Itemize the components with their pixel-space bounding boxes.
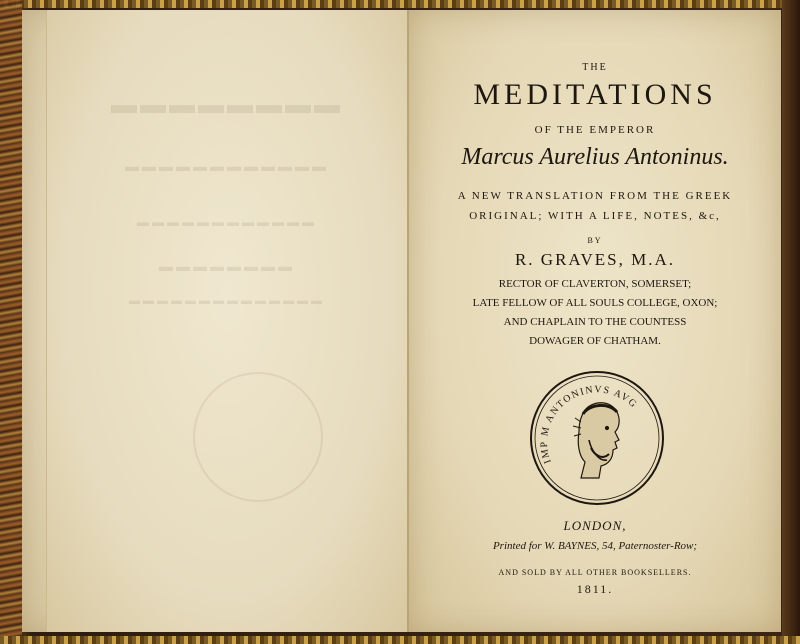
cover-edge-right — [782, 0, 800, 644]
gilt-edge-top — [0, 0, 800, 8]
translator-credential: RECTOR OF CLAVERTON, SOMERSET; — [498, 278, 692, 290]
author-name: Marcus Aurelius Antoninus. — [461, 144, 729, 170]
subtitle-line-1: A NEW TRANSLATION FROM THE GREEK — [457, 190, 733, 202]
show-through-line: ▬▬▬▬▬▬▬▬ — [159, 260, 295, 275]
gilt-edge-bottom — [0, 636, 800, 644]
show-through-line: ▬▬▬▬▬▬▬▬▬▬▬▬ — [137, 215, 317, 229]
translator-name: R. GRAVES, M.A. — [514, 250, 676, 269]
title-article: THE — [582, 62, 608, 73]
subtitle-line-2: ORIGINAL; WITH A LIFE, NOTES, &c, — [469, 210, 721, 222]
imprint-city: LONDON, — [563, 518, 627, 533]
translator-credential: AND CHAPLAIN TO THE COUNTESS — [503, 316, 687, 328]
translator-credential: LATE FELLOW OF ALL SOULS COLLEGE, OXON; — [472, 297, 718, 309]
show-through-title: ▬▬▬▬▬▬▬▬ — [111, 90, 343, 119]
by-line: BY — [587, 236, 603, 245]
coin-medallion-icon — [529, 370, 665, 506]
left-page-blank — [22, 10, 408, 632]
of-the-emperor-line: OF THE EMPEROR — [534, 124, 656, 136]
emperor-portrait-icon — [573, 403, 619, 478]
translator-credential: DOWAGER OF CHATHAM. — [529, 335, 661, 347]
imprint-year: 1811. — [576, 582, 614, 596]
title-page — [407, 10, 781, 632]
book-title: MEDITATIONS — [473, 78, 717, 111]
show-through-medallion — [193, 372, 323, 502]
medallion-inscription: IMP M ANTONINVS AVG — [538, 384, 640, 465]
marbled-binding-edge — [0, 0, 22, 644]
show-through-line: ▬▬▬▬▬▬▬▬▬▬▬▬▬▬ — [129, 295, 325, 307]
show-through-line: ▬▬▬▬▬▬▬▬▬▬▬▬ — [125, 160, 329, 175]
imprint-printer: Printed for W. BAYNES, 54, Paternoster-Row; — [492, 540, 698, 552]
imprint-sold-by: AND SOLD BY ALL OTHER BOOKSELLERS. — [498, 568, 692, 577]
left-page-leaf — [46, 10, 407, 632]
